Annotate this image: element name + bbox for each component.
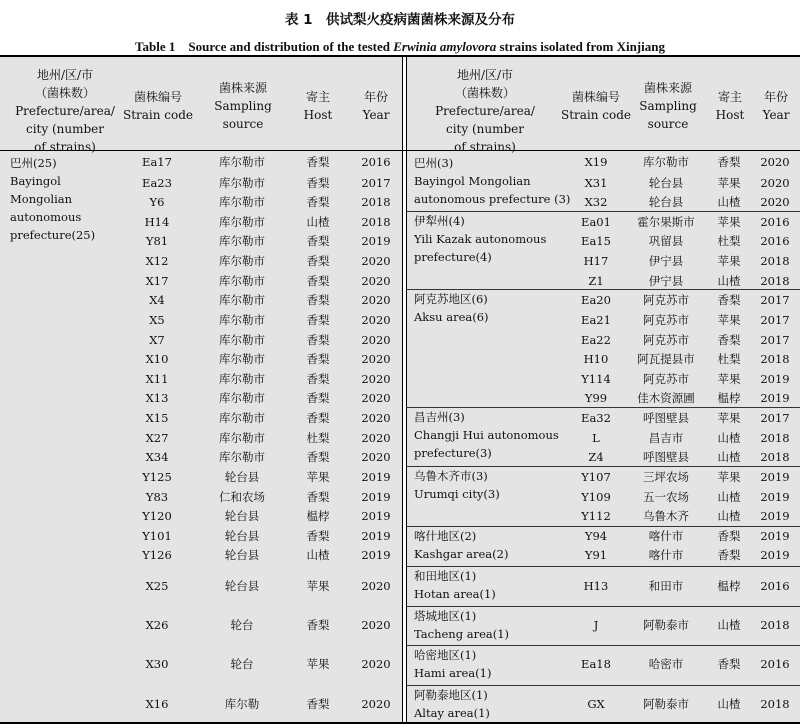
left-host-cell: 香梨 <box>306 254 330 268</box>
right-year-cell: 2019 <box>760 548 790 562</box>
left-code-cell: X25 <box>145 579 169 593</box>
left-code-cell: X7 <box>149 333 165 347</box>
left-host-cell: 苹果 <box>306 470 330 484</box>
right-source-cell: 昌吉市 <box>648 431 684 445</box>
right-source-cell: 阿勒泰市 <box>643 697 689 711</box>
left-host-cell: 杜梨 <box>306 431 330 445</box>
left-code-cell: X4 <box>149 293 165 307</box>
left-source-cell: 库尔勒市 <box>219 313 265 327</box>
right-code-cell: Ea18 <box>581 657 611 671</box>
group-separator-line <box>406 685 800 686</box>
right-source-cell: 呼图壁县 <box>643 450 689 464</box>
right-code-cell: Y109 <box>581 490 611 504</box>
left-source-cell: 轮台县 <box>224 470 260 484</box>
left-year-cell: 2020 <box>361 618 391 632</box>
left-header-source: 菌株来源 Sampling source <box>214 81 272 131</box>
left-year-cell: 2020 <box>361 293 391 307</box>
left-year-cell: 2020 <box>361 313 391 327</box>
left-host-cell: 苹果 <box>306 579 330 593</box>
left-host-cell: 香梨 <box>306 333 330 347</box>
left-year-cell: 2016 <box>361 155 391 169</box>
left-source-cell: 库尔勒 <box>224 697 260 711</box>
left-source-cell: 库尔勒市 <box>219 431 265 445</box>
right-header-host: 寄主 Host <box>715 90 745 122</box>
left-year-cell: 2020 <box>361 697 391 711</box>
left-code-cell: Y120 <box>142 509 172 523</box>
left-host-cell: 榅桲 <box>306 509 330 523</box>
left-source-cell: 轮台县 <box>224 509 260 523</box>
right-group-label: 和田地区(1) Hotan area(1) <box>414 569 496 601</box>
left-code-cell: X17 <box>145 274 169 288</box>
right-year-cell: 2019 <box>760 490 790 504</box>
left-source-cell: 库尔勒市 <box>219 195 265 209</box>
right-source-cell: 伊宁县 <box>648 254 684 268</box>
group-separator-line <box>406 466 800 467</box>
left-source-cell: 库尔勒市 <box>219 215 265 229</box>
left-source-cell: 库尔勒市 <box>219 293 265 307</box>
left-host-cell: 香梨 <box>306 352 330 366</box>
right-code-cell: Y91 <box>584 548 608 562</box>
right-host-cell: 香梨 <box>717 657 741 671</box>
right-code-cell: X19 <box>584 155 608 169</box>
right-host-cell: 榅桲 <box>717 391 741 405</box>
right-host-cell: 山楂 <box>717 490 741 504</box>
right-year-cell: 2018 <box>760 450 790 464</box>
left-year-cell: 2018 <box>361 215 391 229</box>
right-code-cell: GX <box>587 697 605 711</box>
right-host-cell: 香梨 <box>717 548 741 562</box>
right-header-region: 地州/区/市 （菌株数） Prefecture/area/ city (number of strains) <box>435 68 535 154</box>
right-source-cell: 呼图壁县 <box>643 411 689 425</box>
left-header-code: 菌株编号 Strain code <box>122 90 194 122</box>
left-year-cell: 2020 <box>361 411 391 425</box>
left-year-cell: 2019 <box>361 529 391 543</box>
right-year-cell: 2019 <box>760 372 790 386</box>
right-year-cell: 2019 <box>760 509 790 523</box>
left-code-cell: X34 <box>145 450 169 464</box>
right-source-cell: 哈密市 <box>648 657 684 671</box>
left-code-cell: X10 <box>145 352 169 366</box>
left-host-cell: 香梨 <box>306 618 330 632</box>
right-source-cell: 阿克苏市 <box>643 293 689 307</box>
right-group-label: 伊犁州(4) Yili Kazak autonomous prefecture(4) <box>414 214 547 264</box>
right-code-cell: X31 <box>584 176 608 190</box>
right-host-cell: 苹果 <box>717 313 741 327</box>
right-source-cell: 和田市 <box>648 579 684 593</box>
right-year-cell: 2020 <box>760 195 790 209</box>
right-code-cell: H10 <box>583 352 609 366</box>
left-code-cell: Y125 <box>142 470 172 484</box>
left-code-cell: X27 <box>145 431 169 445</box>
right-code-cell: Ea15 <box>581 234 611 248</box>
left-year-cell: 2019 <box>361 509 391 523</box>
right-year-cell: 2017 <box>760 313 790 327</box>
right-year-cell: 2018 <box>760 352 790 366</box>
caption-en-prefix: Table 1 Source and distribution of the tested <box>135 39 394 54</box>
left-host-cell: 香梨 <box>306 274 330 288</box>
left-code-cell: X11 <box>145 372 169 386</box>
right-host-cell: 山楂 <box>717 431 741 445</box>
right-host-cell: 山楂 <box>717 618 741 632</box>
top-rule <box>0 55 800 57</box>
right-host-cell: 山楂 <box>717 697 741 711</box>
left-code-cell: X5 <box>149 313 165 327</box>
left-code-cell: H14 <box>144 215 170 229</box>
right-code-cell: H13 <box>583 579 609 593</box>
left-code-cell: X26 <box>145 618 169 632</box>
left-code-cell: Ea23 <box>142 176 172 190</box>
left-source-cell: 轮台 <box>230 657 254 671</box>
left-source-cell: 库尔勒市 <box>219 372 265 386</box>
left-host-cell: 香梨 <box>306 195 330 209</box>
right-source-cell: 阿克苏市 <box>643 372 689 386</box>
left-code-cell: Y81 <box>145 234 169 248</box>
left-year-cell: 2019 <box>361 470 391 484</box>
group-separator-line <box>406 645 800 646</box>
right-group-label: 乌鲁木齐市(3) Urumqi city(3) <box>414 469 500 501</box>
right-year-cell: 2018 <box>760 431 790 445</box>
right-year-cell: 2020 <box>760 155 790 169</box>
left-source-cell: 库尔勒市 <box>219 391 265 405</box>
left-host-cell: 香梨 <box>306 234 330 248</box>
right-host-cell: 山楂 <box>717 274 741 288</box>
left-year-cell: 2018 <box>361 195 391 209</box>
left-year-cell: 2020 <box>361 254 391 268</box>
right-host-cell: 香梨 <box>717 293 741 307</box>
right-source-cell: 轮台县 <box>648 195 684 209</box>
right-header-source: 菌株来源 Sampling source <box>639 81 697 131</box>
left-year-cell: 2020 <box>361 579 391 593</box>
left-source-cell: 库尔勒市 <box>219 450 265 464</box>
right-host-cell: 山楂 <box>717 195 741 209</box>
caption-en-species: Erwinia amylovora <box>393 39 497 54</box>
group-separator-line <box>406 407 800 408</box>
right-host-cell: 山楂 <box>717 509 741 523</box>
right-code-cell: Ea20 <box>581 293 611 307</box>
right-year-cell: 2020 <box>760 176 790 190</box>
right-code-cell: X32 <box>584 195 608 209</box>
group-separator-line <box>406 211 800 212</box>
left-year-cell: 2019 <box>361 490 391 504</box>
left-source-cell: 库尔勒市 <box>219 333 265 347</box>
right-year-cell: 2016 <box>760 215 790 229</box>
right-year-cell: 2017 <box>760 411 790 425</box>
right-host-cell: 山楂 <box>717 450 741 464</box>
right-host-cell: 杜梨 <box>717 352 741 366</box>
table-caption-cn: 表 1 供试梨火疫病菌菌株来源及分布 <box>284 12 516 28</box>
left-source-cell: 轮台 <box>230 618 254 632</box>
right-host-cell: 苹果 <box>717 176 741 190</box>
right-host-cell: 苹果 <box>717 411 741 425</box>
right-code-cell: Ea32 <box>581 411 611 425</box>
left-host-cell: 香梨 <box>306 391 330 405</box>
table-caption-en <box>0 36 800 55</box>
left-host-cell: 香梨 <box>306 313 330 327</box>
left-year-cell: 2020 <box>361 352 391 366</box>
left-code-cell: X12 <box>145 254 169 268</box>
right-source-cell: 阿克苏市 <box>643 313 689 327</box>
right-group-label: 昌吉州(3) Changji Hui autonomous prefecture(3) <box>414 410 559 460</box>
left-year-cell: 2020 <box>361 274 391 288</box>
right-header-year: 年份 Year <box>762 90 790 122</box>
right-source-cell: 佳木资源圃 <box>637 391 695 405</box>
right-year-cell: 2017 <box>760 333 790 347</box>
left-host-cell: 香梨 <box>306 697 330 711</box>
left-year-cell: 2020 <box>361 333 391 347</box>
right-code-cell: Z4 <box>588 450 604 464</box>
right-year-cell: 2018 <box>760 697 790 711</box>
left-header-year: 年份 Year <box>362 90 390 122</box>
right-code-cell: Y114 <box>581 372 611 386</box>
right-code-cell: Y112 <box>581 509 611 523</box>
right-source-cell: 阿勒泰市 <box>643 618 689 632</box>
left-year-cell: 2020 <box>361 372 391 386</box>
right-host-cell: 香梨 <box>717 529 741 543</box>
left-code-cell: Y83 <box>145 490 169 504</box>
left-host-cell: 香梨 <box>306 176 330 190</box>
right-code-cell: H17 <box>583 254 609 268</box>
right-year-cell: 2019 <box>760 470 790 484</box>
left-code-cell: Y6 <box>149 195 165 209</box>
right-source-cell: 乌鲁木齐 <box>643 509 689 523</box>
right-year-cell: 2016 <box>760 657 790 671</box>
left-header-host: 寄主 Host <box>303 90 333 122</box>
right-header-code: 菌株编号 Strain code <box>560 90 632 122</box>
left-source-cell: 库尔勒市 <box>219 176 265 190</box>
right-source-cell: 三坪农场 <box>643 470 689 484</box>
left-source-cell: 轮台县 <box>224 548 260 562</box>
right-host-cell: 杜梨 <box>717 234 741 248</box>
right-source-cell: 五一农场 <box>643 490 689 504</box>
left-host-cell: 香梨 <box>306 372 330 386</box>
right-host-cell: 苹果 <box>717 372 741 386</box>
right-year-cell: 2018 <box>760 274 790 288</box>
left-code-cell: Y101 <box>142 529 172 543</box>
right-year-cell: 2019 <box>760 391 790 405</box>
right-year-cell: 2016 <box>760 234 790 248</box>
right-year-cell: 2016 <box>760 579 790 593</box>
right-source-cell: 轮台县 <box>648 176 684 190</box>
left-year-cell: 2019 <box>361 234 391 248</box>
left-year-cell: 2017 <box>361 176 391 190</box>
left-source-cell: 库尔勒市 <box>219 234 265 248</box>
left-year-cell: 2020 <box>361 657 391 671</box>
left-host-cell: 香梨 <box>306 155 330 169</box>
left-header-region: 地州/区/市 （菌株数） Prefecture/area/ city (number of strains) <box>15 68 115 154</box>
right-code-cell: Ea22 <box>581 333 611 347</box>
right-host-cell: 香梨 <box>717 155 741 169</box>
group-separator-line <box>406 606 800 607</box>
right-year-cell: 2018 <box>760 254 790 268</box>
left-year-cell: 2020 <box>361 391 391 405</box>
right-source-cell: 阿克苏市 <box>643 333 689 347</box>
right-host-cell: 苹果 <box>717 470 741 484</box>
right-code-cell: L <box>592 431 600 445</box>
left-group-label: 巴州(25) Bayingol Mongolian autonomous prefecture(25) <box>10 156 96 242</box>
left-host-cell: 香梨 <box>306 490 330 504</box>
caption-en-suffix: strains isolated from Xinjiang <box>496 39 665 54</box>
right-code-cell: Ea01 <box>581 215 611 229</box>
left-year-cell: 2020 <box>361 450 391 464</box>
left-source-cell: 库尔勒市 <box>219 254 265 268</box>
left-host-cell: 香梨 <box>306 529 330 543</box>
right-source-cell: 伊宁县 <box>648 274 684 288</box>
right-host-cell: 苹果 <box>717 215 741 229</box>
right-source-cell: 霍尔果斯市 <box>637 215 695 229</box>
left-source-cell: 仁和农场 <box>219 490 265 504</box>
left-host-cell: 香梨 <box>306 293 330 307</box>
group-separator-line <box>406 526 800 527</box>
right-source-cell: 喀什市 <box>648 548 684 562</box>
right-source-cell: 库尔勒市 <box>643 155 689 169</box>
left-host-cell: 山楂 <box>306 215 330 229</box>
right-code-cell: Ea21 <box>581 313 611 327</box>
left-host-cell: 香梨 <box>306 450 330 464</box>
left-year-cell: 2020 <box>361 431 391 445</box>
right-group-label: 哈密地区(1) Hami area(1) <box>414 648 492 680</box>
right-year-cell: 2018 <box>760 618 790 632</box>
left-host-cell: 香梨 <box>306 411 330 425</box>
right-source-cell: 阿瓦提县市 <box>637 352 695 366</box>
right-group-label: 阿克苏地区(6) Aksu area(6) <box>414 292 489 324</box>
right-source-cell: 喀什市 <box>648 529 684 543</box>
left-host-cell: 山楂 <box>306 548 330 562</box>
group-separator-line <box>406 289 800 290</box>
right-code-cell: Y99 <box>584 391 608 405</box>
left-code-cell: X13 <box>145 391 169 405</box>
right-code-cell: Y94 <box>584 529 608 543</box>
header-rule <box>0 150 800 151</box>
right-host-cell: 榅桲 <box>717 579 741 593</box>
right-group-label: 塔城地区(1) Tacheng area(1) <box>414 609 510 641</box>
left-host-cell: 苹果 <box>306 657 330 671</box>
right-code-cell: J <box>593 618 599 632</box>
left-source-cell: 轮台县 <box>224 579 260 593</box>
right-host-cell: 苹果 <box>717 254 741 268</box>
left-source-cell: 轮台县 <box>224 529 260 543</box>
left-code-cell: X15 <box>145 411 169 425</box>
right-code-cell: Z1 <box>588 274 604 288</box>
right-group-label: 巴州(3) Bayingol Mongolian autonomous prefecture (3) <box>414 156 571 206</box>
left-source-cell: 库尔勒市 <box>219 274 265 288</box>
left-code-cell: Ea17 <box>142 155 172 169</box>
left-year-cell: 2019 <box>361 548 391 562</box>
right-host-cell: 香梨 <box>717 333 741 347</box>
left-code-cell: X16 <box>145 697 169 711</box>
right-code-cell: Y107 <box>581 470 611 484</box>
right-year-cell: 2019 <box>760 529 790 543</box>
left-source-cell: 库尔勒市 <box>219 155 265 169</box>
right-group-label: 喀什地区(2) Kashgar area(2) <box>414 529 509 561</box>
left-source-cell: 库尔勒市 <box>219 352 265 366</box>
right-source-cell: 巩留县 <box>648 234 684 248</box>
left-source-cell: 库尔勒市 <box>219 411 265 425</box>
right-year-cell: 2017 <box>760 293 790 307</box>
left-code-cell: X30 <box>145 657 169 671</box>
left-code-cell: Y126 <box>142 548 172 562</box>
right-group-label: 阿勒泰地区(1) Altay area(1) <box>414 688 490 720</box>
group-separator-line <box>406 566 800 567</box>
